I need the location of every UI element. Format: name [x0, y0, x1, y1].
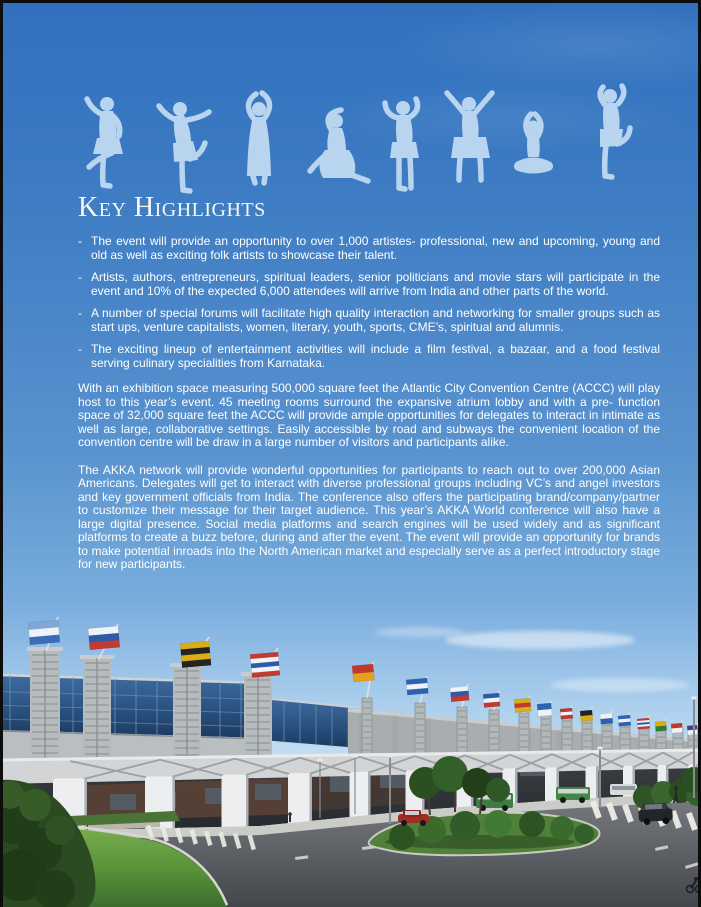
flag — [250, 648, 280, 678]
bullet-marker: - — [78, 342, 82, 356]
dancer-silhouette — [514, 114, 553, 174]
page-border-left — [0, 0, 3, 907]
page-border-top — [0, 0, 701, 3]
bullet-item — [78, 343, 660, 370]
bullet-text: Artists, authors, entrepreneurs, spiritual leaders, senior politicians and movie stars will participate in the event and 10% of the expected 6,000 attendees will arrive from India and other parts of the world. — [91, 270, 660, 298]
dancer-silhouettes — [0, 0, 701, 200]
flag — [180, 637, 211, 668]
bullet-marker: - — [78, 234, 82, 248]
paragraph-list — [78, 382, 660, 572]
flag — [450, 684, 469, 707]
convention-centre-photo — [0, 590, 701, 907]
dancer-silhouette — [159, 102, 209, 191]
bullet-marker: - — [78, 306, 82, 320]
flag — [514, 696, 531, 713]
dancer-silhouette — [600, 86, 630, 177]
flag — [483, 691, 500, 710]
bullet-text: A number of special forums will facilitate high quality interaction and networking for smaller groups such as start ups, venture capitalists, women, literary, youth, sports, CME’s, spiritual and alumnis. — [91, 306, 660, 334]
flag — [600, 711, 613, 724]
dancer-silhouette — [247, 93, 271, 183]
dancer-silhouette — [447, 93, 492, 180]
flag — [655, 719, 667, 731]
bullet-text: The exciting lineup of entertainment activities will include a film festival, a bazaar, and a food festival serving culinary specialities from Karnataka. — [91, 342, 660, 370]
paragraph: With an exhibition space measuring 500,000 square feet the Atlantic City Convention Centre (ACCC) will play host to this year’s event. 45 meeting rooms surround the expansive atrium lobby and with a pre- function space of 32,000 square feet the ACCC will provide ample opportunities for delegates to interact in intimate as well as large, collaborative settings. Easily accessible by road and subways the convenient location of the convention centre will be draw in a large number of visitors and participants alike. — [78, 381, 660, 449]
flag — [618, 713, 631, 726]
bullet-list — [78, 235, 660, 370]
flag — [687, 723, 698, 735]
bullet-text: The event will provide an opportunity to over 1,000 artistes- professional, new and upcoming, young and old as well as exciting folk artists to showcase their talent. — [91, 234, 660, 262]
flag — [537, 701, 552, 716]
bullet-item — [78, 235, 660, 262]
flag — [671, 721, 683, 733]
flag — [406, 676, 428, 703]
flag — [352, 662, 374, 698]
bullet-item — [78, 307, 660, 334]
bullet-item — [78, 271, 660, 298]
dancer-silhouette — [87, 97, 123, 186]
flag — [28, 617, 60, 652]
flag — [637, 716, 650, 729]
bullet-marker: - — [78, 270, 82, 284]
content-block — [78, 194, 660, 572]
dancer-silhouette — [385, 99, 419, 189]
dancer-silhouette — [310, 110, 368, 181]
flag — [560, 706, 573, 719]
page-title: Key Highlights — [78, 192, 266, 223]
paragraph: The AKKA network will provide wonderful opportunities for participants to reach out to over 200,000 Asian Americans. Delegates will get to interact with diverse professional groups including VC’s and angel investors and key government officials from India. The conference also offers the participating brand/company/partner to customize their message for their target audience. This year’s AKKA World conference will also have a large digital presence. Social media platforms and search engines will be used widely and as significant platforms to create a buzz before, during and after the event. The event will provide an opportunity for brands to make potential inroads into the North American market and especially serve as a perfect introductory stage for new participants. — [78, 462, 660, 571]
flag — [580, 708, 593, 721]
flag — [88, 624, 120, 660]
